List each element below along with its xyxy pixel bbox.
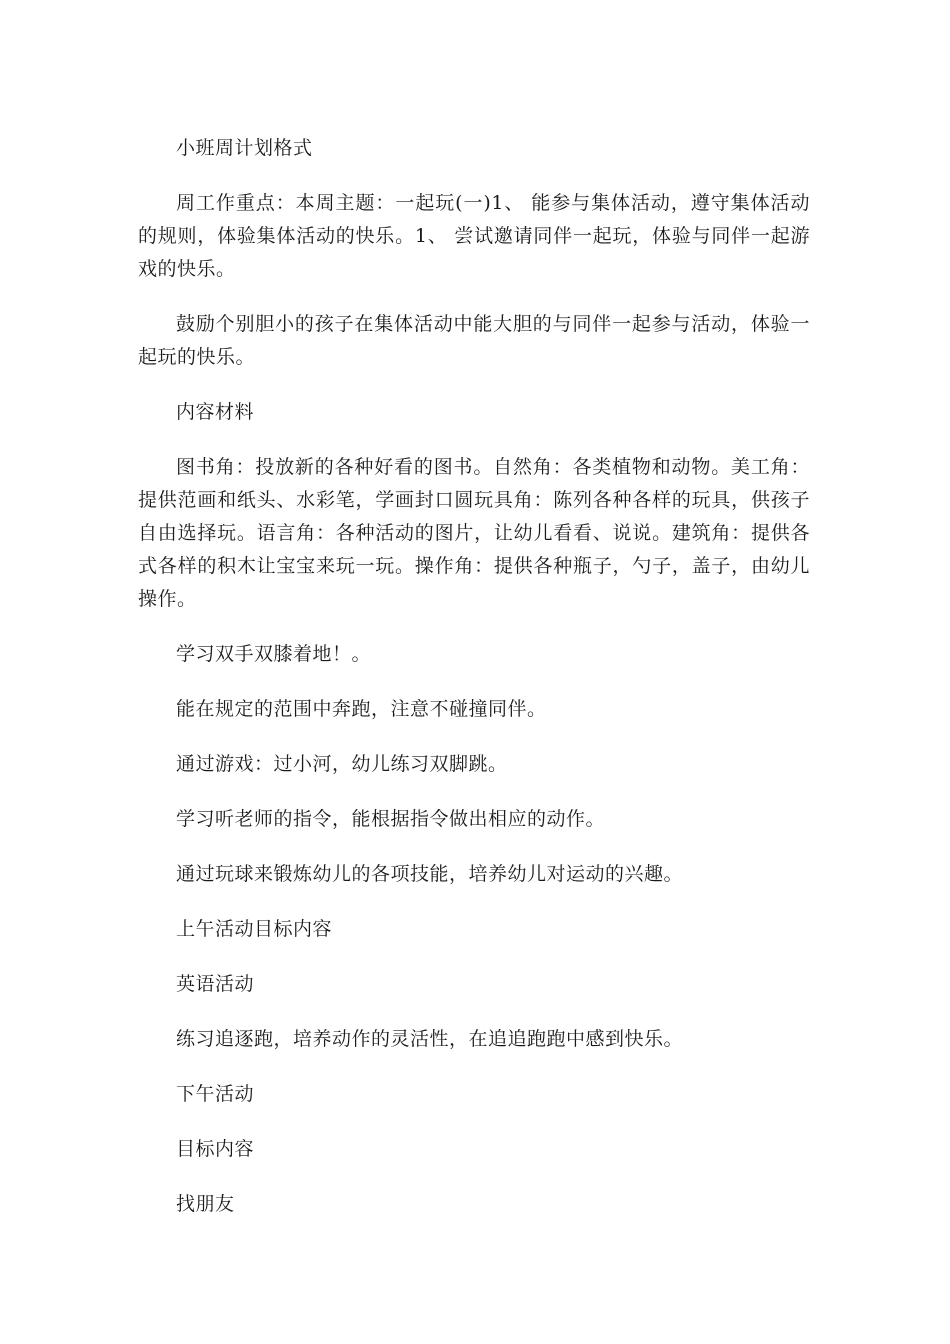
paragraph-encourage: 鼓励个别胆小的孩子在集体活动中能大胆的与同伴一起参与活动，体验一起玩的快乐。 xyxy=(138,313,810,368)
paragraph-item: 能在规定的范围中奔跑，注意不碰撞同伴。 xyxy=(176,698,547,720)
section-heading-materials: 内容材料 xyxy=(176,401,255,423)
doc-title: 小班周计划格式 xyxy=(176,137,313,159)
section-heading-afternoon: 下午活动 xyxy=(176,1083,255,1105)
paragraph-item: 目标内容 xyxy=(176,1138,255,1160)
paragraph-item: 通过玩球来锻炼幼儿的各项技能，培养幼儿对运动的兴趣。 xyxy=(176,863,684,885)
paragraph-item: 找朋友 xyxy=(176,1193,235,1215)
paragraph-item: 练习追逐跑，培养动作的灵活性，在追追跑跑中感到快乐。 xyxy=(176,1028,684,1050)
paragraph-item: 学习听老师的指令，能根据指令做出相应的动作。 xyxy=(176,808,606,830)
paragraph-item: 英语活动 xyxy=(176,973,255,995)
paragraph-corners: 图书角：投放新的各种好看的图书。自然角：各类植物和动物。美工角：提供范画和纸头、水彩笔，学画封口圆玩具角：陈列各种各样的玩具，供孩子自由选择玩。语言角：各种活动的图片，让幼儿看看、说说。建筑角：提供各式各样的积木让宝宝来玩一玩。操作角：提供各种瓶子，勺子，盖子，由幼儿操作。 xyxy=(138,456,810,610)
document-body xyxy=(138,132,810,1221)
paragraph-weekly-focus: 周工作重点：本周主题：一起玩(一)1、 能参与集体活动，遵守集体活动的规则，体验集体活动的快乐。1、 尝试邀请同伴一起玩，体验与同伴一起游戏的快乐。 xyxy=(138,192,810,280)
paragraph-item: 通过游戏：过小河，幼儿练习双脚跳。 xyxy=(176,753,508,775)
paragraph-item: 学习双手双膝着地！。 xyxy=(176,643,372,665)
section-heading-morning: 上午活动目标内容 xyxy=(176,918,333,940)
